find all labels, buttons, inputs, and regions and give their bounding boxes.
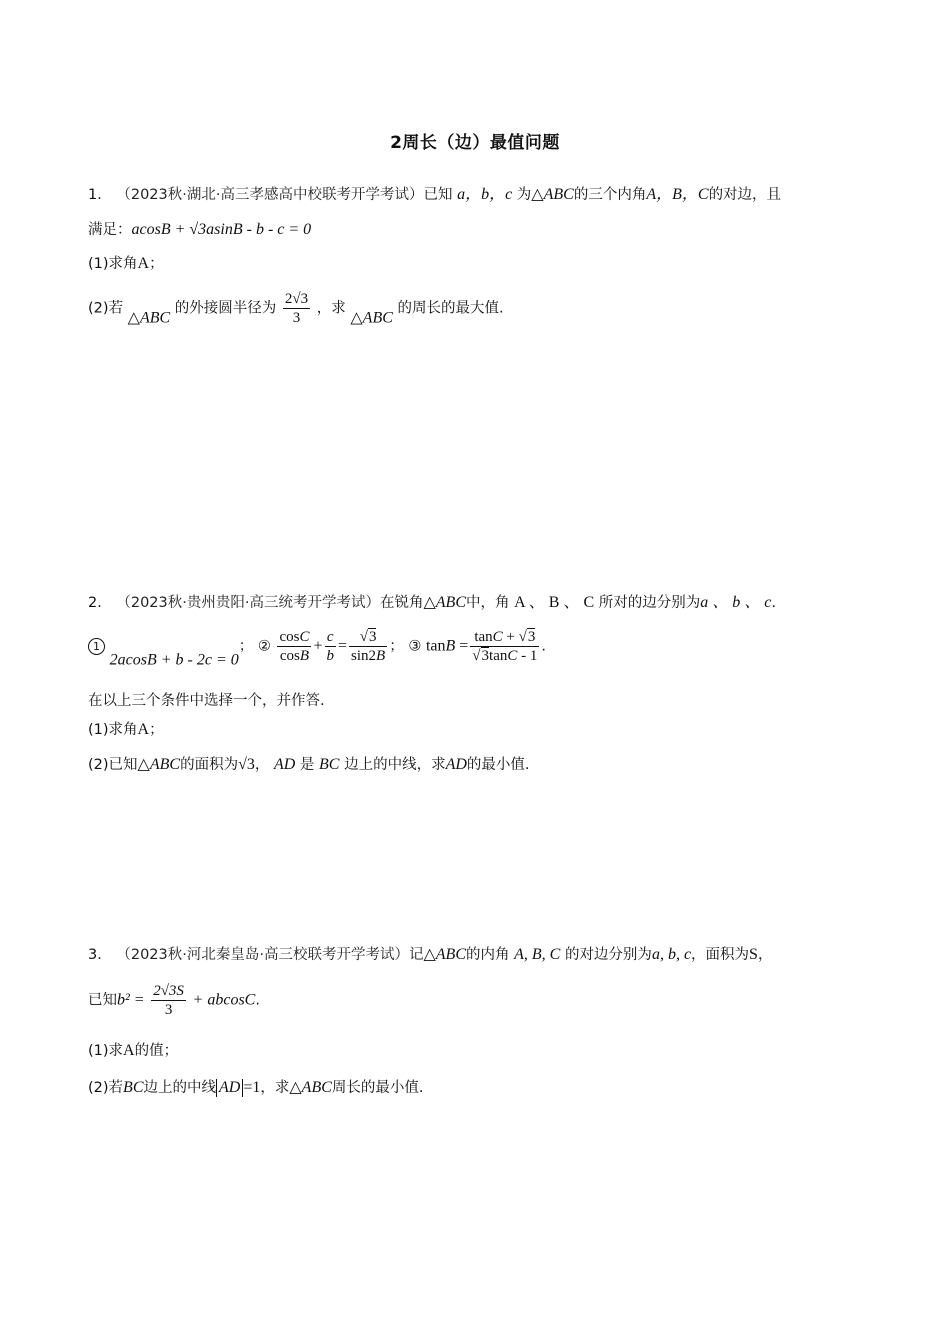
problem-1-stem: 1． （2023秋·湖北·高三孝感高中校联考开学考试）已知 a，b，c 为△ABC的三个内角A，B，C的对边，且 bbox=[88, 186, 782, 203]
math-condition: acosB + √3asinB - b - c = 0 bbox=[131, 221, 312, 238]
option-2-frac-c: $\frac{√3}{\sin 2B}$ bbox=[351, 629, 386, 664]
problem-2-q2: (2)已知△ABC的面积为√3， AD 是 BC 边上的中线，求AD的最小值. bbox=[88, 756, 530, 773]
option-3-mark: ③ bbox=[408, 638, 422, 655]
problem-2-stem: 2． （2023秋·贵州贵阳·高三统考开学考试）在锐角△ABC中，角 A 、 B 、 C 所对的边分别为a 、 b 、 c. bbox=[88, 594, 776, 611]
option-1-formula: 2acosB + b - 2c = 0 bbox=[109, 651, 239, 669]
formula-fraction: $\frac{2√3S}{3}$ bbox=[153, 983, 184, 1018]
problem-3-q1: (1)求A的值； bbox=[88, 1042, 179, 1059]
problem-3-stem: 3． （2023秋·河北秦皇岛·高三校联考开学考试）记△ABC的内角 A, B, C 的对边分别为a, b, c，面积为S， bbox=[88, 946, 773, 963]
problem-3-formula: 已知b² = $\frac{2√3S}{3}$ + abcosC. bbox=[88, 983, 260, 1018]
option-2-frac-a: $\frac{\cos C}{\cos B}$ bbox=[279, 629, 310, 664]
page-title: 2周长（边）最值问题 bbox=[390, 133, 560, 153]
radius-fraction: $\frac{2√3}{3}$ bbox=[284, 291, 309, 326]
problem-source: （2023秋·湖北·高三孝感高中校联考开学考试） bbox=[116, 187, 424, 203]
problem-2-q1: (1)求角A； bbox=[88, 721, 164, 738]
problem-1-condition: 满足：acosB + √3asinB - b - c = 0 bbox=[88, 221, 312, 238]
option-3-frac: $\frac{\tan C + √3}{√3\tan C - 1}$ bbox=[472, 629, 538, 664]
option-1-mark: 1 bbox=[88, 638, 105, 655]
problem-2-options: 1 2acosB + b - 2c = 0； ② $\frac{\cos C}{\cos B}$ + $\frac{c}{b}$ = $\frac{√3}{\sin 2B}$ ； ③ tanB = $\frac{\tan C + √3}{√3\tan C - 1}$ . bbox=[88, 628, 546, 672]
option-2-mark: ② bbox=[257, 638, 271, 655]
problem-3-q2: (2)若BC边上的中线 AD =1，求△ABC周长的最小值. bbox=[88, 1079, 424, 1096]
problem-2-choose: 在以上三个条件中选择一个，并作答. bbox=[88, 693, 325, 709]
problem-1-q1: (1)求角A； bbox=[88, 255, 164, 272]
problem-1-q2: (2)若 △ABC 的外接圆半径为 $\frac{2√3}{3}$ ，求 △ABC 的周长的最大值. bbox=[88, 291, 504, 327]
problem-number: 1． bbox=[88, 187, 112, 203]
abs-ad: AD bbox=[216, 1079, 243, 1097]
option-2-frac-b: $\frac{c}{b}$ bbox=[326, 629, 334, 664]
